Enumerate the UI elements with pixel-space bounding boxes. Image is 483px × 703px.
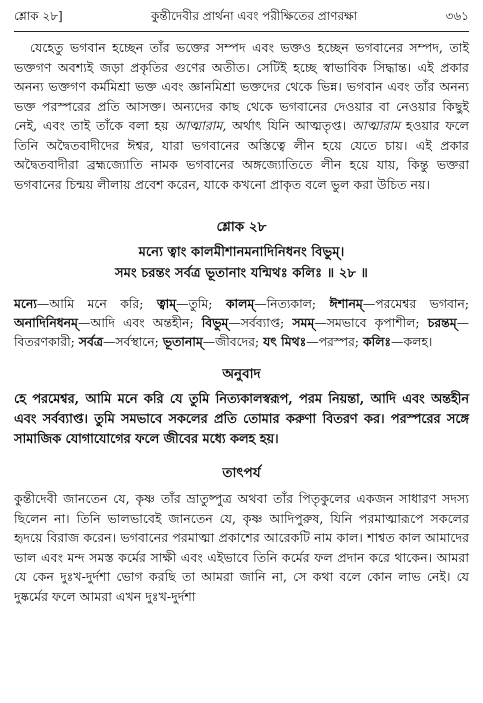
running-header xyxy=(14,8,469,32)
intro-text-1: যেহেতু ভগবান হচ্ছেন তাঁর ভক্তের সম্পদ এবং ভক্তও হচ্ছেন ভগবানের সম্পদ, তাই ভক্তগণ অবশ্যই জড়া প্রকৃতির গুণের অতীত। সেটিই হচ্ছে স্বাভাবিক সিদ্ধান্ত। এই প্রকার অনন্য ভক্তগণ কর্মমিশ্রা ভক্ত এবং জ্ঞানমিশ্রা ভক্তদের থেকে ভিন্ন। ভগবান এবং তাঁর অনন্য ভক্ত পরস্পরের প্রতি আসক্ত। অন্যদের কাছ থেকে ভগবানের দেওয়ার বা নেওয়ার কিছুই নেই, এবং তাই তাঁকে বলা হয় xyxy=(14,40,469,133)
synonym-word: অনাদিনিধনম্‌ xyxy=(14,315,78,330)
verse-line-2: সমং চরন্তং সর্বত্র ভূতানাং যন্মিথঃ কলিঃ ॥ ২৮ ॥ xyxy=(114,266,369,281)
synonym-meaning: নিত্যকাল; xyxy=(266,296,330,311)
synonym-word: ভূতানাম্‌ xyxy=(162,334,203,349)
synonym-word: সমম্‌ xyxy=(292,315,315,330)
synonym-word: মন্যে xyxy=(14,296,37,311)
intro-paragraph xyxy=(14,38,469,194)
header-verse-ref: শ্লোক ২৮] xyxy=(14,9,63,23)
synonym-meaning: সর্বব্যাপ্ত; xyxy=(240,315,293,330)
synonym-meaning: কলহ। xyxy=(403,334,433,349)
verse-line-1: মন্যে ত্বাং কালমীশানমনাদিনিধনং বিভুম্‌। xyxy=(138,245,345,260)
synonym-word: ঈশানম্‌ xyxy=(329,296,363,311)
synonym-meaning: জীবদের; xyxy=(215,334,264,349)
purport-paragraph xyxy=(14,489,469,606)
purport-heading: তাৎপর্য xyxy=(222,465,261,481)
intro-italic-2: আত্মারাম xyxy=(351,118,400,133)
purport-text-2: । শাশ্বত কাল আমাদের ভাল এবং মন্দ সমস্ত কর্মের সাক্ষী এবং এইভাবে তিনি কর্মের ফল প্রদান করে থাকেন। আমরা যে কেন দুঃখ-দুর্দশা ভোগ করছি তা আমরা জানি না, সে কথা বলে কোন লাভ নেই। যে দুষ্কর্মের ফলে আমরা এখন দুঃখ-দুর্দশা xyxy=(14,530,469,604)
synonym-meaning: পরস্পর; xyxy=(318,334,363,349)
synonym-word: সর্বত্র xyxy=(78,334,103,349)
synonym-word: কলিঃ xyxy=(362,334,392,349)
synonym-word: বিভুম্‌ xyxy=(201,315,229,330)
page-number: ৩৬১ xyxy=(445,9,469,23)
translation-text: হে পরমেশ্বর, আমি মনে করি যে তুমি নিত্যকালস্বরূপ, পরম নিয়ন্তা, আদি এবং অন্তহীন এবং সর্বব্যাপ্ত। তুমি সমভাবে সকলের প্রতি তোমার করুণা বিতরণ কর। পরস্পরের সঙ্গে সামাজিক যোগাযোগের ফলে জীবের মধ্যে কলহ হয়। xyxy=(14,392,469,447)
synonym-meaning: তুমি; xyxy=(188,296,226,311)
synonym-meaning: সর্বস্থানে; xyxy=(115,334,163,349)
synonym-meaning: বিতরণকারী; xyxy=(14,334,79,349)
purport-text-1: কুন্তীদেবী জানতেন যে, কৃষ্ণ তাঁর ভ্রাতুষ্পুত্র অথবা তাঁর পিতৃকুলের একজন সাধারণ সদস্য ছিলেন না। তিনি ভালভাবেই জানতেন যে, কৃষ্ণ আদিপুরুষ, যিনি পরমাত্মারূপে সকলের হৃদয়ে বিরাজ করেন। ভগবানের পরমাত্মা প্রকাশের আরেকটি নাম xyxy=(14,491,469,545)
synonym-meaning: পরমেশ্বর ভগবান; xyxy=(375,296,470,311)
word-for-word-synonyms: মন্যে—আমি মনে করি; ত্বাম্‌—তুমি; কালম্‌—নিত্যকাল; ঈশানম্‌—পরমেশ্বর ভগবান; অনাদিনিধনম্‌—আদি এবং অন্তহীন; বিভুম্‌—সর্বব্যাপ্ত; সমম্‌—সমভাবে কৃপাশীল; চরন্তম্‌—বিতরণকারী; সর্বত্র—সর্বস্থানে; ভূতানাম্‌—জীবদের; যৎ মিথঃ—পরস্পর; কলিঃ—কলহ। xyxy=(14,296,470,349)
intro-text-2: অর্থাৎ যিনি আত্মতৃপ্ত। xyxy=(226,118,352,133)
verse-heading: শ্লোক ২৮ xyxy=(216,219,267,235)
synonym-meaning: সমভাবে কৃপাশীল; xyxy=(326,315,428,330)
synonym-word: কালম্‌ xyxy=(225,296,255,311)
intro-italic-1: আত্মারাম, xyxy=(174,118,227,133)
synonym-word: যৎ মিথঃ xyxy=(263,334,307,349)
purport-italic: কাল xyxy=(336,530,359,545)
synonym-meaning: আদি এবং অন্তহীন; xyxy=(90,315,202,330)
synonym-word: ত্বাম্‌ xyxy=(156,296,177,311)
synonym-meaning: আমি মনে করি; xyxy=(49,296,157,311)
intro-text-3: হওয়ার ফলে তিনি অদ্বৈতবাদীদের ঈশ্বর, যারা ভগবানের অস্তিত্বে লীন হয়ে যেতে চায়। এই প্রকার অদ্বৈতবাদীরা ব্রহ্মজ্যোতি নামক ভগবানের অঙ্গজ্যোতিতে লীন হয়ে যায়, কিন্তু ভক্তরা ভগবানের চিন্ময় লীলায় প্রবেশ করেন, যাকে কখনো প্রাকৃত বলে ভুল করা উচিত নয়। xyxy=(14,118,469,192)
translation-heading: অনুবাদ xyxy=(222,366,261,382)
header-chapter-title: কুন্তীদেবীর প্রার্থনা এবং পরীক্ষিতের প্রাণরক্ষা xyxy=(150,9,358,23)
synonym-word: চরন্তম্‌ xyxy=(427,315,457,330)
